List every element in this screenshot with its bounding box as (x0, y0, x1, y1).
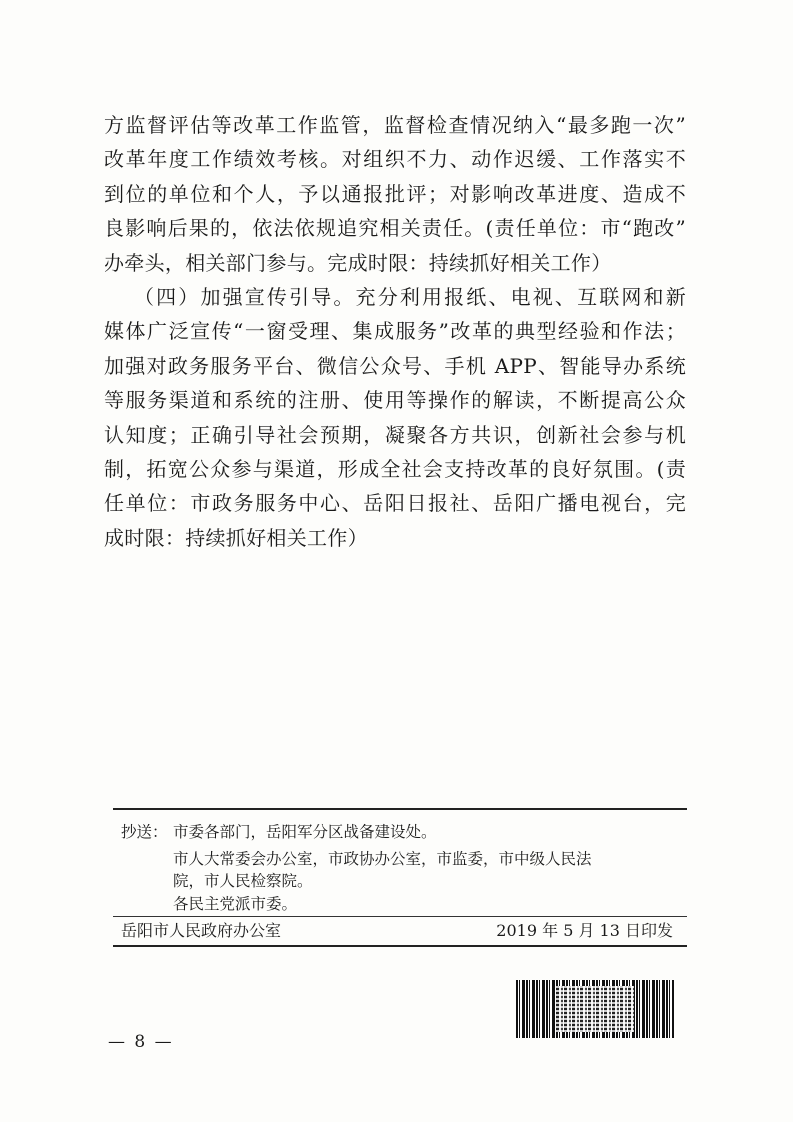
paragraph-line: 方监督评估等改革工作监管，监督检查情况纳入“最多跑一次” (104, 113, 686, 137)
issuing-office: 岳阳市人民政府办公室 (121, 921, 282, 940)
cc-recipients-line: 市委各部门，岳阳军分区战备建设处。 (173, 823, 437, 841)
bottom-rule (113, 945, 687, 947)
paragraph-line: 办牵头，相关部门参与。完成时限：持续抓好相关工作） (104, 250, 612, 275)
cc-label: 抄送： (121, 823, 168, 841)
cc-recipients-line: 院，市人民检察院。 (173, 872, 313, 890)
page-number: — 8 — (108, 1032, 174, 1052)
paragraph-line: 认知度；正确引导社会预期，凝聚各方共识，创新社会参与机 (104, 422, 686, 447)
paragraph-line: 等服务渠道和系统的注册、使用等操作的解读，不断提高公众 (104, 388, 686, 413)
cc-recipients-line: 市人大常委会办公室，市政协办公室，市监委，市中级人民法 (173, 850, 592, 868)
paragraph-line: 到位的单位和个人，予以通报批评；对影响改革进度、造成不 (104, 181, 686, 206)
paragraph-line: 制，拓宽公众参与渠道，形成全社会支持改革的良好氛围。(责 (104, 456, 686, 481)
paragraph-line: 媒体广泛宣传“一窗受理、集成服务”改革的典型经验和作法； (104, 319, 686, 344)
barcode-image (516, 980, 674, 1038)
distribution-block (113, 808, 687, 948)
issue-date: 2019 年 5 月 13 日印发 (496, 921, 673, 940)
cc-recipients-line: 各民主党派市委。 (173, 895, 298, 913)
paragraph-line: 成时限：持续抓好相关工作） (104, 525, 368, 550)
paragraph-line: 良影响后果的，依法依规追究相关责任。(责任单位：市“跑改” (104, 216, 686, 241)
top-rule (113, 808, 687, 810)
section-heading-line: （四）加强宣传引导。充分利用报纸、电视、互联网和新 (134, 284, 686, 309)
middle-rule (113, 916, 687, 917)
paragraph-line: 改革年度工作绩效考核。对组织不力、动作迟缓、工作落实不 (104, 147, 686, 172)
paragraph-line: 加强对政务服务平台、微信公众号、手机 APP、智能导办系统 (104, 353, 686, 378)
barcode-pattern (556, 986, 634, 1032)
paragraph-line: 任单位：市政务服务中心、岳阳日报社、岳阳广播电视台，完 (104, 491, 686, 516)
body-text (104, 108, 686, 555)
